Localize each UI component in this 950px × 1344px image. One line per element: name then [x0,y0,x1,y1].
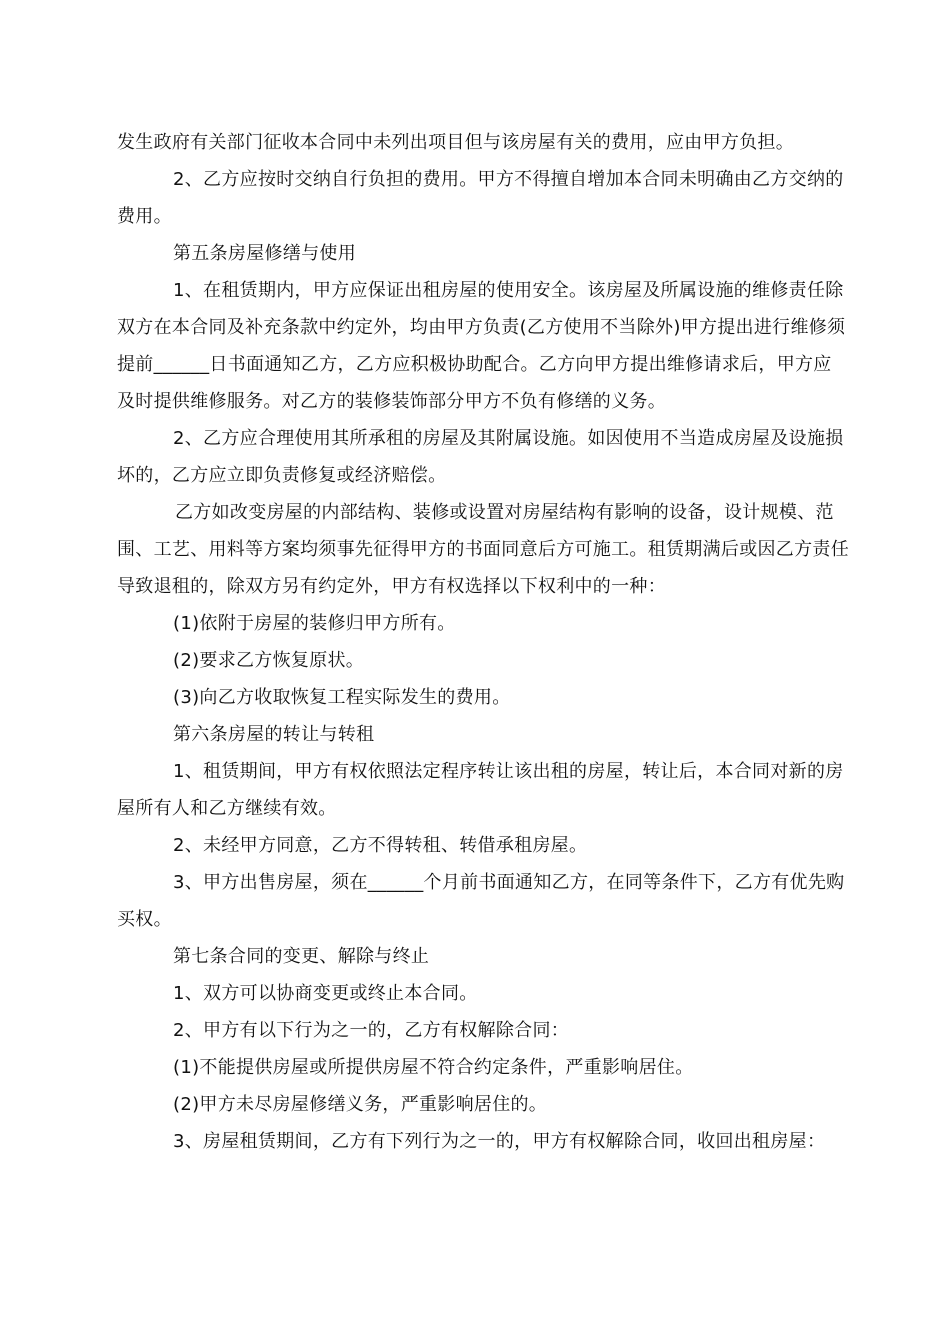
paragraph-fee-government: 发生政府有关部门征收本合同中未列出项目但与该房屋有关的费用，应由甲方负担。 [117,132,795,153]
article-5-option-3: (3)向乙方收取恢复工程实际发生的费用。 [173,687,511,708]
article-5-option-2: (2)要求乙方恢复原状。 [173,650,365,671]
article-5-option-1: (1)依附于房屋的装修归甲方所有。 [173,613,456,634]
article-6-clause-1: 1、租赁期间，甲方有权依照法定程序转让该出租的房屋，转让后，本合同对新的房屋所有人和乙方继续有效。 [117,761,844,819]
article-5-renovation: 乙方如改变房屋的内部结构、装修或设置对房屋结构有影响的设备，设计规模、范围、工艺、用料等方案均须事先征得甲方的书面同意后方可施工。租赁期满后或因乙方责任导致退租的，除双方另有约定外，甲方有权选择以下权利中的一种： [117,502,849,597]
article-7-option-2: (2)甲方未尽房屋修缮义务，严重影响居住的。 [173,1094,548,1115]
article-7-option-1: (1)不能提供房屋或所提供房屋不符合约定条件，严重影响居住。 [173,1057,694,1078]
article-5-heading: 第五条房屋修缮与使用 [173,243,356,264]
article-7-clause-3: 3、房屋租赁期间，乙方有下列行为之一的，甲方有权解除合同，收回出租房屋： [173,1131,826,1152]
document-body [117,124,849,1160]
article-5-clause-2: 2、乙方应合理使用其所承租的房屋及其附属设施。如因使用不当造成房屋及设施损坏的，乙方应立即负责修复或经济赔偿。 [117,428,844,486]
article-6-clause-3: 3、甲方出售房屋，须在______个月前书面通知乙方，在同等条件下，乙方有优先购买权。 [117,872,845,930]
article-7-heading: 第七条合同的变更、解除与终止 [173,946,430,967]
article-6-clause-2: 2、未经甲方同意，乙方不得转租、转借承租房屋。 [173,835,588,856]
article-7-clause-1: 1、双方可以协商变更或终止本合同。 [173,983,478,1004]
paragraph-fee-tenant: 2、乙方应按时交纳自行负担的费用。甲方不得擅自增加本合同未明确由乙方交纳的费用。 [117,169,844,227]
article-7-clause-2: 2、甲方有以下行为之一的，乙方有权解除合同： [173,1020,570,1041]
article-6-heading: 第六条房屋的转让与转租 [173,724,375,745]
article-5-clause-1: 1、在租赁期内，甲方应保证出租房屋的使用安全。该房屋及所属设施的维修责任除双方在本合同及补充条款中约定外，均由甲方负责(乙方使用不当除外)甲方提出进行维修须提前______日书面通知乙方，乙方应积极协助配合。乙方向甲方提出维修请求后，甲方应及时提供维修服务。对乙方的装修装饰部分甲方不负有修缮的义务。 [117,280,846,412]
